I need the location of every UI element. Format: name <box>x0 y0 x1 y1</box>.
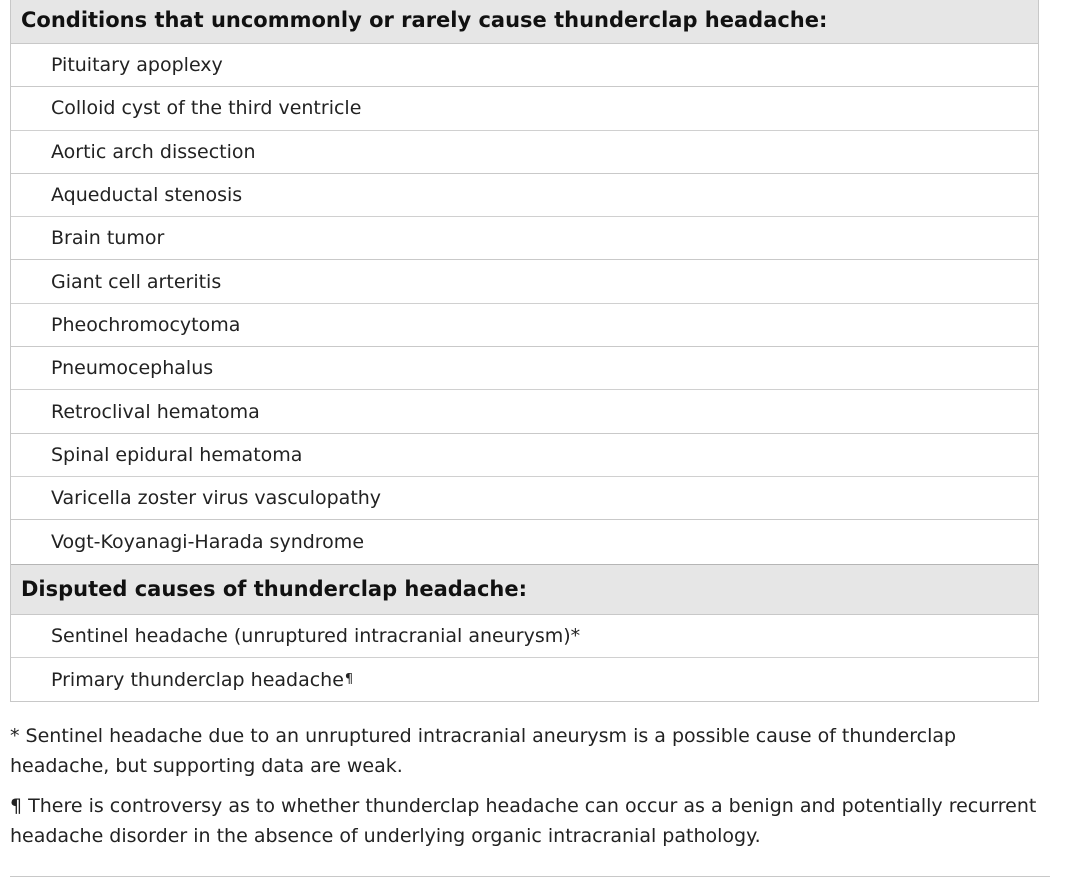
table-row: Vogt-Koyanagi-Harada syndrome <box>51 530 365 553</box>
footnote-sentinel: * Sentinel headache due to an unruptured intracranial aneurysm is a possible cause of thunderclap headache, but supporting data are weak. <box>10 725 957 777</box>
uncommon-causes-group <box>11 44 1038 564</box>
table-row-text: Primary thunderclap headache <box>51 668 344 691</box>
footnotes <box>10 722 1050 862</box>
disputed-causes-group <box>11 615 1038 702</box>
causes-table <box>10 0 1039 702</box>
table-row: Brain tumor <box>11 217 1038 260</box>
table-row: Sentinel headache (unruptured intracranial aneurysm)* <box>11 615 1038 658</box>
divider <box>10 876 1050 877</box>
section-header-disputed-causes: Disputed causes of thunderclap headache: <box>11 564 1038 615</box>
table-row <box>11 658 1038 701</box>
table-row: Varicella zoster virus vasculopathy <box>11 477 1038 520</box>
table-row: Pituitary apoplexy <box>11 44 1038 87</box>
table-row: Retroclival hematoma <box>11 390 1038 433</box>
footnote-primary: ¶ There is controversy as to whether thunderclap headache can occur as a benign and potentially recurrent headache disorder in the absence of underlying organic intracranial pathology. <box>10 795 1037 847</box>
table-row: Pheochromocytoma <box>11 304 1038 347</box>
table-row: Colloid cyst of the third ventricle <box>11 87 1038 130</box>
footnote-mark: ¶ <box>344 672 354 687</box>
table-row: Pneumocephalus <box>11 347 1038 390</box>
section-header-uncommon-causes: Conditions that uncommonly or rarely cause thunderclap headache: <box>11 0 1038 44</box>
table-row: Aqueductal stenosis <box>11 174 1038 217</box>
table-row: Aortic arch dissection <box>11 131 1038 174</box>
table-row: Giant cell arteritis <box>11 260 1038 303</box>
table-row: Spinal epidural hematoma <box>11 434 1038 477</box>
